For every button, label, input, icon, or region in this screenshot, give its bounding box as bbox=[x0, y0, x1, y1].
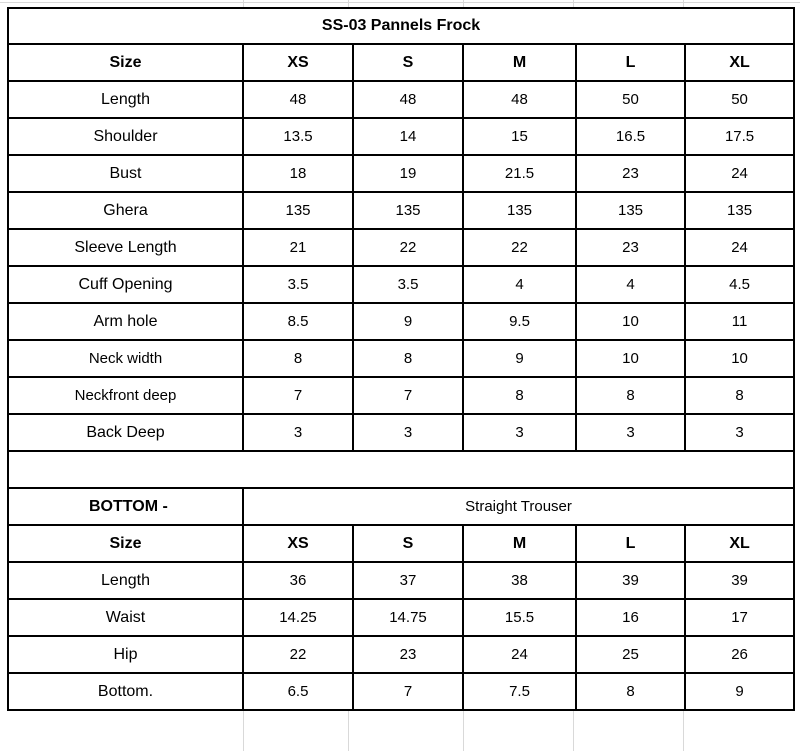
measurement-value[interactable]: 36 bbox=[243, 562, 353, 599]
header-cell[interactable]: L bbox=[576, 525, 685, 562]
measurement-label[interactable]: Bottom. bbox=[8, 673, 243, 710]
measurement-value[interactable]: 17.5 bbox=[685, 118, 794, 155]
frock-row bbox=[8, 414, 794, 451]
bottom-row bbox=[8, 673, 794, 710]
size-chart bbox=[7, 7, 793, 711]
measurement-value[interactable]: 22 bbox=[463, 229, 576, 266]
frock-row bbox=[8, 303, 794, 340]
measurement-value[interactable]: 135 bbox=[243, 192, 353, 229]
measurement-value[interactable]: 4 bbox=[463, 266, 576, 303]
measurement-value[interactable]: 21.5 bbox=[463, 155, 576, 192]
title-row bbox=[8, 8, 794, 44]
empty-cell[interactable] bbox=[463, 451, 576, 488]
measurement-value[interactable]: 24 bbox=[685, 155, 794, 192]
empty-cell[interactable] bbox=[576, 451, 685, 488]
measurement-value[interactable]: 9 bbox=[463, 340, 576, 377]
measurement-value[interactable]: 7 bbox=[353, 377, 463, 414]
measurement-value[interactable]: 14 bbox=[353, 118, 463, 155]
measurement-value[interactable]: 7 bbox=[243, 377, 353, 414]
empty-cell[interactable] bbox=[243, 451, 353, 488]
measurement-value[interactable]: 3 bbox=[463, 414, 576, 451]
measurement-label[interactable]: Back Deep bbox=[8, 414, 243, 451]
bottom-style[interactable]: Straight Trouser bbox=[243, 488, 794, 525]
measurement-label[interactable]: Shoulder bbox=[8, 118, 243, 155]
header-cell[interactable]: XL bbox=[685, 44, 794, 81]
measurement-value[interactable]: 22 bbox=[243, 636, 353, 673]
measurement-value[interactable]: 3.5 bbox=[353, 266, 463, 303]
size-chart-table bbox=[7, 7, 795, 711]
measurement-value[interactable]: 38 bbox=[463, 562, 576, 599]
measurement-value[interactable]: 48 bbox=[243, 81, 353, 118]
measurement-value[interactable]: 15 bbox=[463, 118, 576, 155]
measurement-value[interactable]: 7.5 bbox=[463, 673, 576, 710]
bottom-row bbox=[8, 599, 794, 636]
measurement-value[interactable]: 21 bbox=[243, 229, 353, 266]
measurement-value[interactable]: 4.5 bbox=[685, 266, 794, 303]
header-cell[interactable]: XL bbox=[685, 525, 794, 562]
measurement-value[interactable]: 3 bbox=[576, 414, 685, 451]
measurement-value[interactable]: 6.5 bbox=[243, 673, 353, 710]
measurement-value[interactable]: 8 bbox=[463, 377, 576, 414]
measurement-value[interactable]: 15.5 bbox=[463, 599, 576, 636]
measurement-value[interactable]: 48 bbox=[463, 81, 576, 118]
header-cell[interactable]: S bbox=[353, 525, 463, 562]
measurement-value[interactable]: 8 bbox=[576, 673, 685, 710]
frock-header-row bbox=[8, 44, 794, 81]
measurement-label[interactable]: Length bbox=[8, 562, 243, 599]
measurement-label[interactable]: Neck width bbox=[8, 340, 243, 377]
measurement-value[interactable]: 9.5 bbox=[463, 303, 576, 340]
measurement-value[interactable]: 39 bbox=[685, 562, 794, 599]
measurement-value[interactable]: 9 bbox=[353, 303, 463, 340]
measurement-label[interactable]: Length bbox=[8, 81, 243, 118]
measurement-value[interactable]: 3.5 bbox=[243, 266, 353, 303]
measurement-label[interactable]: Arm hole bbox=[8, 303, 243, 340]
measurement-value[interactable]: 3 bbox=[685, 414, 794, 451]
measurement-value[interactable]: 39 bbox=[576, 562, 685, 599]
bottom-row bbox=[8, 636, 794, 673]
measurement-value[interactable]: 23 bbox=[353, 636, 463, 673]
measurement-value[interactable]: 14.25 bbox=[243, 599, 353, 636]
measurement-value[interactable]: 50 bbox=[576, 81, 685, 118]
measurement-value[interactable]: 23 bbox=[576, 229, 685, 266]
measurement-label[interactable]: Waist bbox=[8, 599, 243, 636]
measurement-value[interactable]: 10 bbox=[576, 303, 685, 340]
chart-title[interactable]: SS-03 Pannels Frock bbox=[8, 8, 794, 44]
measurement-value[interactable]: 7 bbox=[353, 673, 463, 710]
measurement-label[interactable]: Sleeve Length bbox=[8, 229, 243, 266]
measurement-value[interactable]: 8.5 bbox=[243, 303, 353, 340]
measurement-value[interactable]: 16 bbox=[576, 599, 685, 636]
measurement-value[interactable]: 135 bbox=[353, 192, 463, 229]
header-cell[interactable]: M bbox=[463, 525, 576, 562]
measurement-value[interactable]: 14.75 bbox=[353, 599, 463, 636]
frock-row bbox=[8, 192, 794, 229]
measurement-value[interactable]: 3 bbox=[353, 414, 463, 451]
measurement-value[interactable]: 4 bbox=[576, 266, 685, 303]
bottom-header-row bbox=[8, 525, 794, 562]
header-cell[interactable]: L bbox=[576, 44, 685, 81]
measurement-value[interactable]: 22 bbox=[353, 229, 463, 266]
measurement-value[interactable]: 24 bbox=[685, 229, 794, 266]
frock-row bbox=[8, 155, 794, 192]
spacer-row bbox=[8, 451, 794, 488]
frock-row bbox=[8, 229, 794, 266]
measurement-label[interactable]: Neckfront deep bbox=[8, 377, 243, 414]
measurement-value[interactable]: 135 bbox=[576, 192, 685, 229]
header-cell[interactable]: XS bbox=[243, 525, 353, 562]
measurement-value[interactable]: 24 bbox=[463, 636, 576, 673]
header-cell[interactable]: S bbox=[353, 44, 463, 81]
measurement-value[interactable]: 3 bbox=[243, 414, 353, 451]
frock-row bbox=[8, 377, 794, 414]
measurement-value[interactable]: 25 bbox=[576, 636, 685, 673]
measurement-value[interactable]: 10 bbox=[685, 340, 794, 377]
bottom-section-row bbox=[8, 488, 794, 525]
measurement-label[interactable]: Cuff Opening bbox=[8, 266, 243, 303]
empty-cell[interactable] bbox=[353, 451, 463, 488]
measurement-label[interactable]: Hip bbox=[8, 636, 243, 673]
measurement-value[interactable]: 18 bbox=[243, 155, 353, 192]
measurement-label[interactable]: Ghera bbox=[8, 192, 243, 229]
measurement-value[interactable]: 9 bbox=[685, 673, 794, 710]
header-cell[interactable]: Size bbox=[8, 44, 243, 81]
measurement-value[interactable]: 48 bbox=[353, 81, 463, 118]
measurement-value[interactable]: 17 bbox=[685, 599, 794, 636]
measurement-value[interactable]: 8 bbox=[685, 377, 794, 414]
measurement-value[interactable]: 26 bbox=[685, 636, 794, 673]
measurement-value[interactable]: 8 bbox=[576, 377, 685, 414]
frock-row bbox=[8, 118, 794, 155]
empty-cell[interactable] bbox=[8, 451, 243, 488]
empty-cell[interactable] bbox=[685, 451, 794, 488]
frock-row bbox=[8, 81, 794, 118]
frock-row bbox=[8, 266, 794, 303]
measurement-value[interactable]: 16.5 bbox=[576, 118, 685, 155]
measurement-value[interactable]: 8 bbox=[243, 340, 353, 377]
measurement-value[interactable]: 19 bbox=[353, 155, 463, 192]
measurement-value[interactable]: 135 bbox=[463, 192, 576, 229]
measurement-value[interactable]: 23 bbox=[576, 155, 685, 192]
bottom-row bbox=[8, 562, 794, 599]
measurement-value[interactable]: 8 bbox=[353, 340, 463, 377]
bottom-measurements bbox=[8, 562, 794, 710]
measurement-value[interactable]: 13.5 bbox=[243, 118, 353, 155]
header-cell[interactable]: Size bbox=[8, 525, 243, 562]
measurement-label[interactable]: Bust bbox=[8, 155, 243, 192]
measurement-value[interactable]: 50 bbox=[685, 81, 794, 118]
measurement-value[interactable]: 135 bbox=[685, 192, 794, 229]
header-cell[interactable]: M bbox=[463, 44, 576, 81]
measurement-value[interactable]: 37 bbox=[353, 562, 463, 599]
frock-row bbox=[8, 340, 794, 377]
bottom-section-label[interactable]: BOTTOM - bbox=[8, 488, 243, 525]
measurement-value[interactable]: 10 bbox=[576, 340, 685, 377]
measurement-value[interactable]: 11 bbox=[685, 303, 794, 340]
header-cell[interactable]: XS bbox=[243, 44, 353, 81]
frock-measurements bbox=[8, 81, 794, 451]
